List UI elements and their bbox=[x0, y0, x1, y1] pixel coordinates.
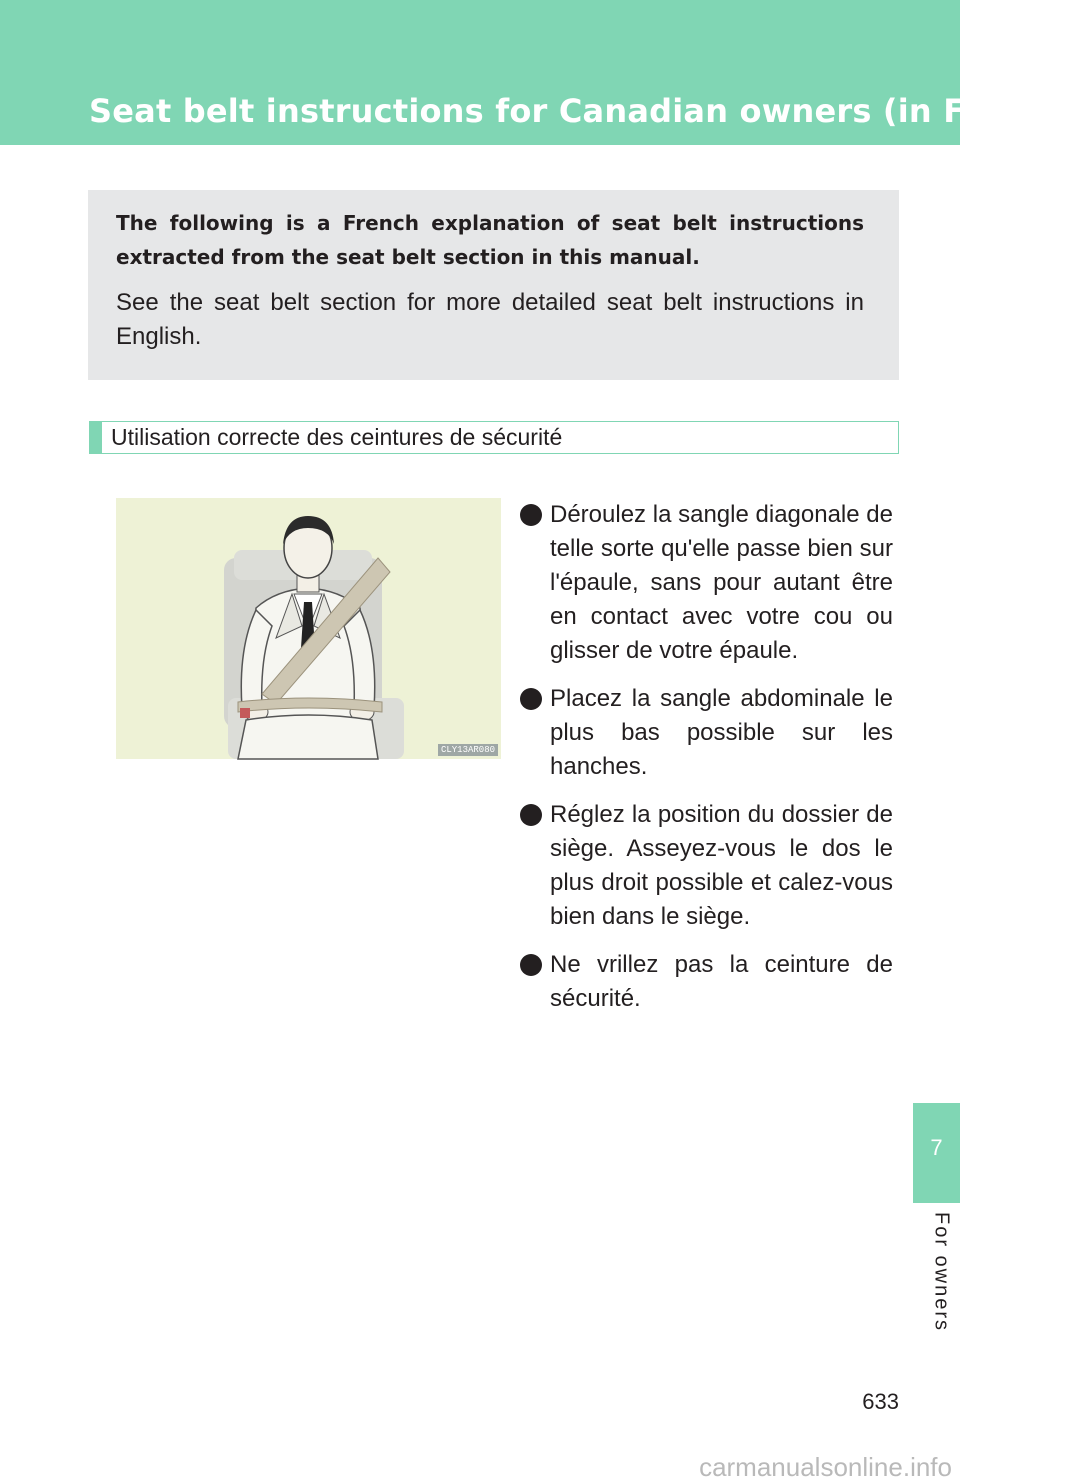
list-item bbox=[520, 948, 893, 1016]
list-item bbox=[520, 682, 893, 784]
watermark: carmanualsonline.info bbox=[699, 1452, 952, 1482]
page-title: Seat belt instructions for Canadian owners (in French) bbox=[89, 92, 1081, 130]
instruction-list bbox=[520, 498, 893, 1030]
seated-driver-illustration bbox=[116, 498, 501, 759]
chapter-number: 7 bbox=[930, 1135, 943, 1160]
list-item-text: Réglez la position du dossier de siège. Asseyez-vous le dos le plus droit possible et calez-vous bien dans le siège. bbox=[550, 801, 893, 930]
intro-box bbox=[88, 190, 899, 380]
header-band bbox=[0, 0, 1081, 145]
chapter-tab bbox=[913, 1103, 960, 1203]
image-code: CLY13AR080 bbox=[438, 744, 498, 756]
bullet-icon bbox=[520, 688, 542, 710]
intro-plain-text: See the seat belt section for more detailed seat belt instructions in English. bbox=[116, 289, 864, 350]
list-item-text: Ne vrillez pas la ceinture de sécurité. bbox=[550, 951, 893, 1012]
list-item-text: Déroulez la sangle diagonale de telle sorte qu'elle passe bien sur l'épaule, sans pour autant être en contact avec votre cou ou glisser de votre épaule. bbox=[550, 501, 893, 664]
page-number: 633 bbox=[862, 1389, 899, 1414]
bullet-icon bbox=[520, 504, 542, 526]
section-heading bbox=[89, 421, 899, 454]
list-item-text: Placez la sangle abdominale le plus bas possible sur les hanches. bbox=[550, 685, 893, 780]
section-accent bbox=[90, 422, 102, 453]
bullet-icon bbox=[520, 804, 542, 826]
chapter-label: For owners bbox=[930, 1211, 953, 1333]
list-item bbox=[520, 798, 893, 934]
section-title: Utilisation correcte des ceintures de sécurité bbox=[111, 424, 563, 450]
intro-bold-text: The following is a French explanation of seat belt instructions extracted from the seat belt section in this manual. bbox=[116, 211, 864, 269]
seatbelt-figure-icon bbox=[116, 498, 501, 759]
list-item bbox=[520, 498, 893, 668]
bullet-icon bbox=[520, 954, 542, 976]
